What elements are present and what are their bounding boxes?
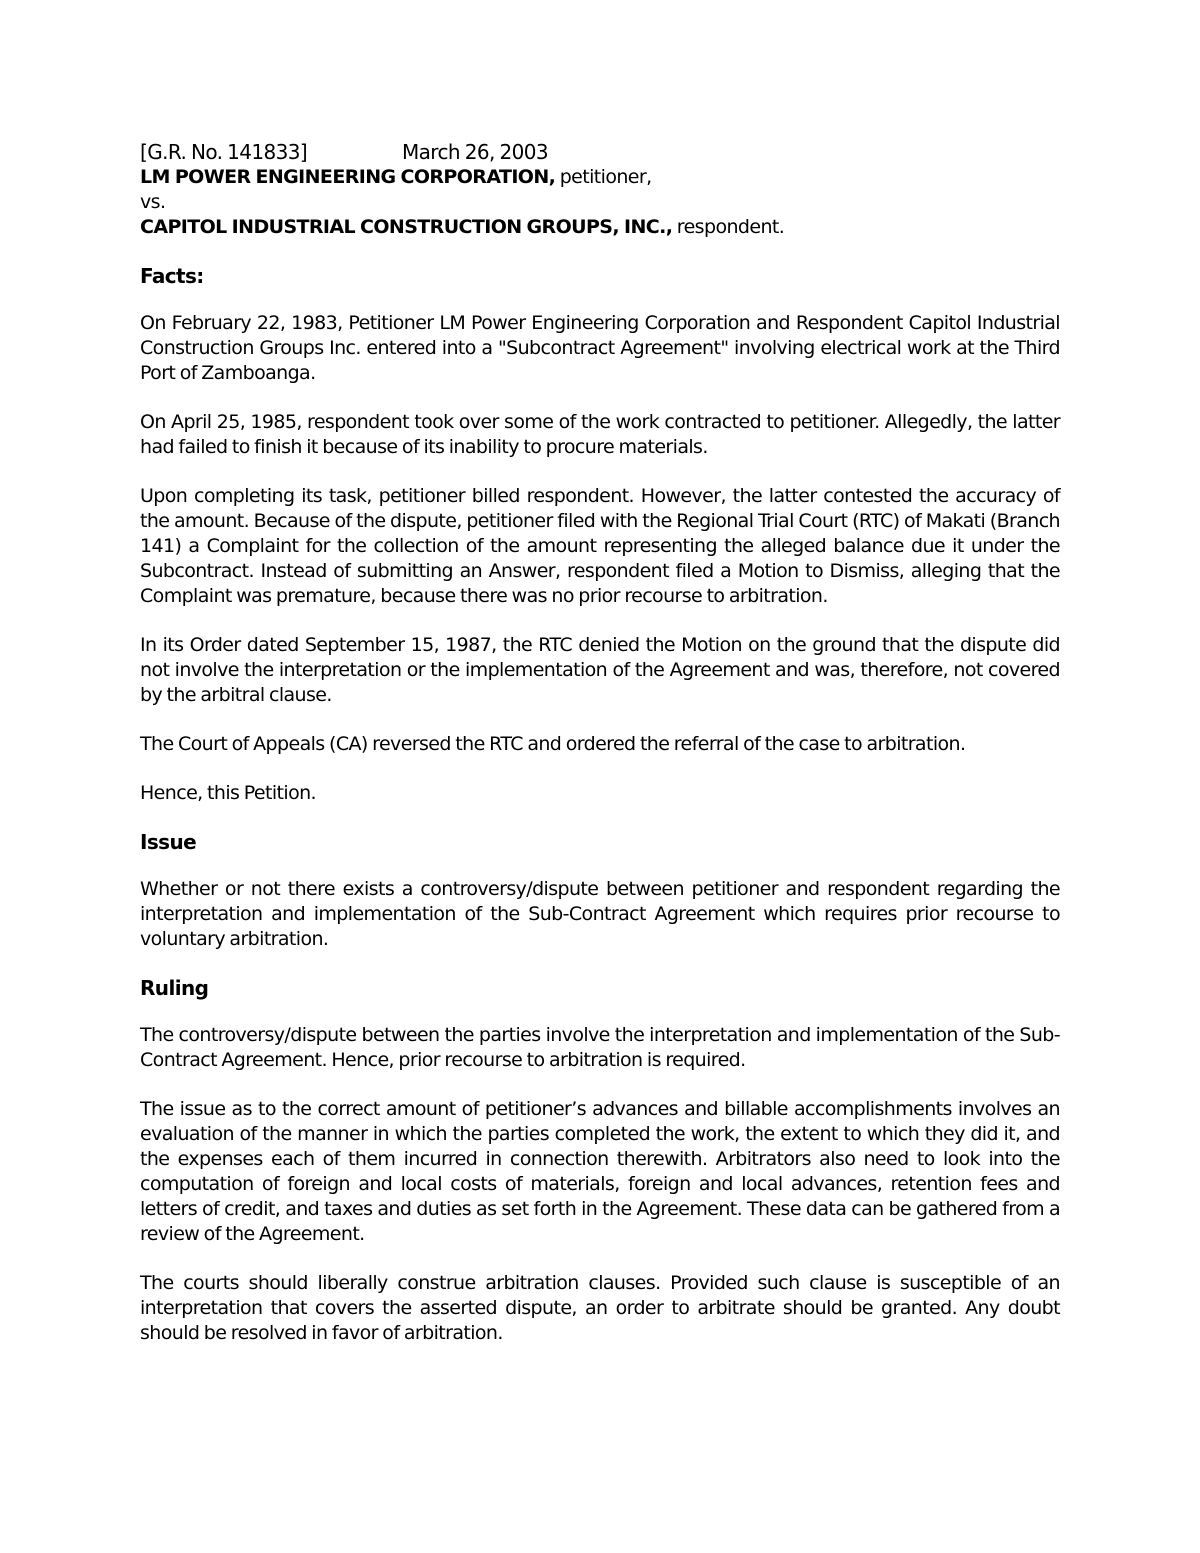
respondent-name: CAPITOL INDUSTRIAL CONSTRUCTION GROUPS, INC., — [140, 216, 673, 238]
ruling-paragraph: The controversy/dispute between the parties involve the interpretation and implementation of the Sub-Contract Agreement. Hence, prior recourse to arbitration is required. — [140, 1024, 1060, 1071]
document-page — [140, 140, 1060, 1370]
facts-paragraph: Hence, this Petition. — [140, 782, 316, 804]
petitioner-name: LM POWER ENGINEERING CORPORATION, — [140, 166, 556, 188]
issue-paragraph: Whether or not there exists a controversy/dispute between petitioner and respondent regarding the interpretation and implementation of the Sub-Contract Agreement which requires prior recourse to voluntary arbitration. — [140, 878, 1060, 950]
respondent-role: respondent. — [672, 216, 785, 238]
ruling-paragraph: The courts should liberally construe arbitration clauses. Provided such clause is susceptible of an interpretation that covers the asserted dispute, an order to arbitrate should be granted. Any doubt should be resolved in favor of arbitration. — [140, 1272, 1060, 1344]
facts-paragraph: In its Order dated September 15, 1987, the RTC denied the Motion on the ground that the dispute did not involve the interpretation or the implementation of the Agreement and was, therefore, not covered by the arbitral clause. — [140, 634, 1060, 706]
issue-heading: Issue — [140, 830, 197, 854]
facts-heading: Facts: — [140, 264, 204, 288]
ruling-heading: Ruling — [140, 976, 209, 1000]
facts-paragraph: On April 25, 1985, respondent took over some of the work contracted to petitioner. Allegedly, the latter had failed to finish it because of its inability to procure materials. — [140, 411, 1060, 458]
facts-paragraph: Upon completing its task, petitioner billed respondent. However, the latter contested the accuracy of the amount. Because of the dispute, petitioner filed with the Regional Trial Court (RTC) of Makati (Branch 141) a Complaint for the collection of the amount representing the alleged balance due it under the Subcontract. Instead of submitting an Answer, respondent filed a Motion to Dismiss, alleging that the Complaint was premature, because there was no prior recourse to arbitration. — [140, 485, 1060, 607]
decision-date: March 26, 2003 — [402, 140, 548, 164]
petitioner-line — [140, 165, 1060, 190]
respondent-line — [140, 215, 1060, 240]
facts-paragraph: On February 22, 1983, Petitioner LM Power Engineering Corporation and Respondent Capitol Industrial Construction Groups Inc. entered into a "Subcontract Agreement" involving electrical work at the Third Port of Zamboanga. — [140, 312, 1060, 384]
case-caption-line — [140, 140, 1060, 165]
versus-label: vs. — [140, 191, 166, 213]
facts-paragraph: The Court of Appeals (CA) reversed the RTC and ordered the referral of the case to arbitration. — [140, 733, 966, 755]
ruling-paragraph: The issue as to the correct amount of petitioner’s advances and billable accomplishments involves an evaluation of the manner in which the parties completed the work, the extent to which they did it, and the expenses each of them incurred in connection therewith. Arbitrators also need to look into the computation of foreign and local costs of materials, foreign and local advances, retention fees and letters of credit, and taxes and duties as set forth in the Agreement. These data can be gathered from a review of the Agreement. — [140, 1098, 1060, 1245]
petitioner-role: petitioner, — [555, 166, 652, 188]
gr-number: [G.R. No. 141833] — [140, 140, 308, 164]
